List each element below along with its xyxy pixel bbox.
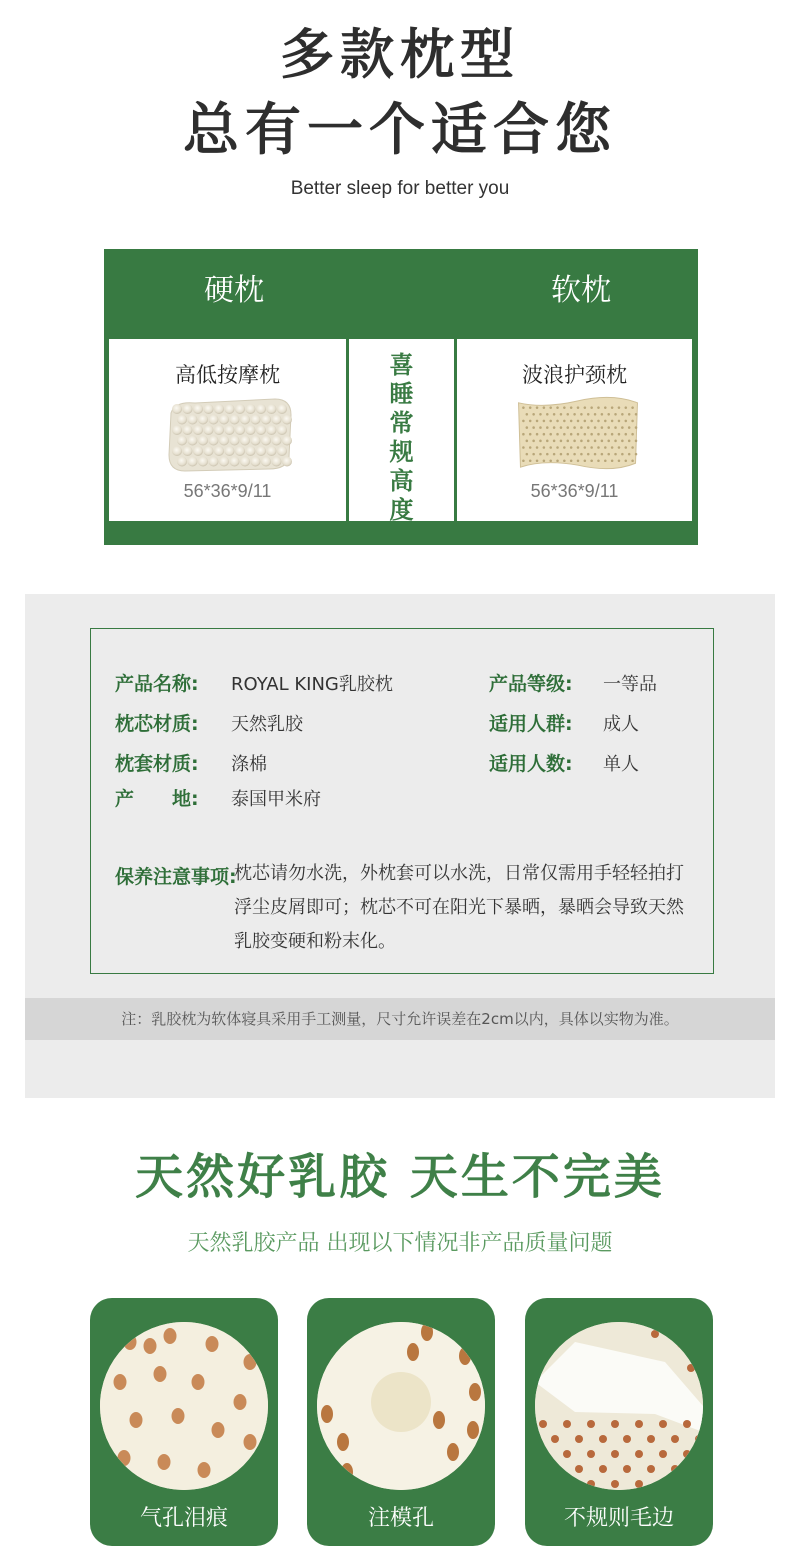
origin-value: 泰国甲米府 xyxy=(231,789,321,810)
page-title-line1: 多款枕型 xyxy=(280,23,520,86)
pillow-comparison-table xyxy=(104,249,698,545)
mold-hole-image xyxy=(317,1322,485,1490)
core-material-value: 天然乳胶 xyxy=(231,714,303,735)
care-instructions: 枕芯请勿水洗，外枕套可以水洗，日常仅需用手轻轻拍打浮尘皮屑即可；枕芯不可在阳光下暴晒，暴晒会导致天然乳胶变硬和粉末化。 xyxy=(234,863,684,952)
card-mold-hole xyxy=(307,1298,495,1546)
cover-material-value: 涤棉 xyxy=(231,754,267,775)
core-material-label: 枕芯材质: xyxy=(115,713,199,735)
wave-pillow-image xyxy=(513,395,643,473)
soft-pillow-header: 软枕 xyxy=(551,273,611,308)
card-label: 不规则毛边 xyxy=(563,1506,674,1531)
soft-pillow-size: 56*36*9/11 xyxy=(530,481,619,501)
persons-value: 单人 xyxy=(603,754,639,775)
rough-edge-image xyxy=(535,1322,703,1490)
card-label: 气孔泪痕 xyxy=(139,1506,228,1531)
hard-pillow-cell xyxy=(109,339,346,521)
soft-pillow-cell xyxy=(457,339,692,521)
card-air-hole xyxy=(90,1298,278,1546)
persons-label: 适用人数: xyxy=(489,753,573,775)
massage-pillow-image xyxy=(165,395,295,473)
hard-pillow-header: 硬枕 xyxy=(204,273,264,308)
grade-value: 一等品 xyxy=(603,674,657,695)
card-label: 注模孔 xyxy=(367,1506,434,1531)
air-hole-image xyxy=(100,1322,268,1490)
product-info-box xyxy=(90,628,714,974)
care-label: 保养注意事项: xyxy=(115,866,237,888)
crowd-value: 成人 xyxy=(603,714,639,735)
sleep-height-label: 喜 睡 常 规 高 度 xyxy=(389,351,414,524)
measurement-note-band xyxy=(25,998,775,1040)
product-name-label: 产品名称: xyxy=(115,673,199,695)
middle-label-cell xyxy=(349,339,454,524)
crowd-label: 适用人群: xyxy=(489,713,573,735)
latex-section-subtitle: 天然乳胶产品 出现以下情况非产品质量问题 xyxy=(187,1231,613,1256)
product-name-value: ROYAL KING乳胶枕 xyxy=(231,674,393,695)
page-subtitle: Better sleep for better you xyxy=(290,178,510,199)
cover-material-label: 枕套材质: xyxy=(115,753,199,775)
origin-label: 产 地: xyxy=(115,788,199,810)
measurement-note: 注：乳胶枕为软体寝具采用手工测量，尺寸允许误差在2cm以内，具体以实物为准。 xyxy=(121,1010,679,1028)
hard-pillow-name: 高低按摩枕 xyxy=(175,363,280,387)
latex-section-title: 天然好乳胶 天生不完美 xyxy=(135,1149,665,1205)
grade-label: 产品等级: xyxy=(489,673,573,695)
card-rough-edge xyxy=(525,1298,713,1546)
hard-pillow-size: 56*36*9/11 xyxy=(183,481,272,501)
soft-pillow-name: 波浪护颈枕 xyxy=(522,363,627,387)
page-title-line2: 总有一个适合您 xyxy=(183,98,617,163)
